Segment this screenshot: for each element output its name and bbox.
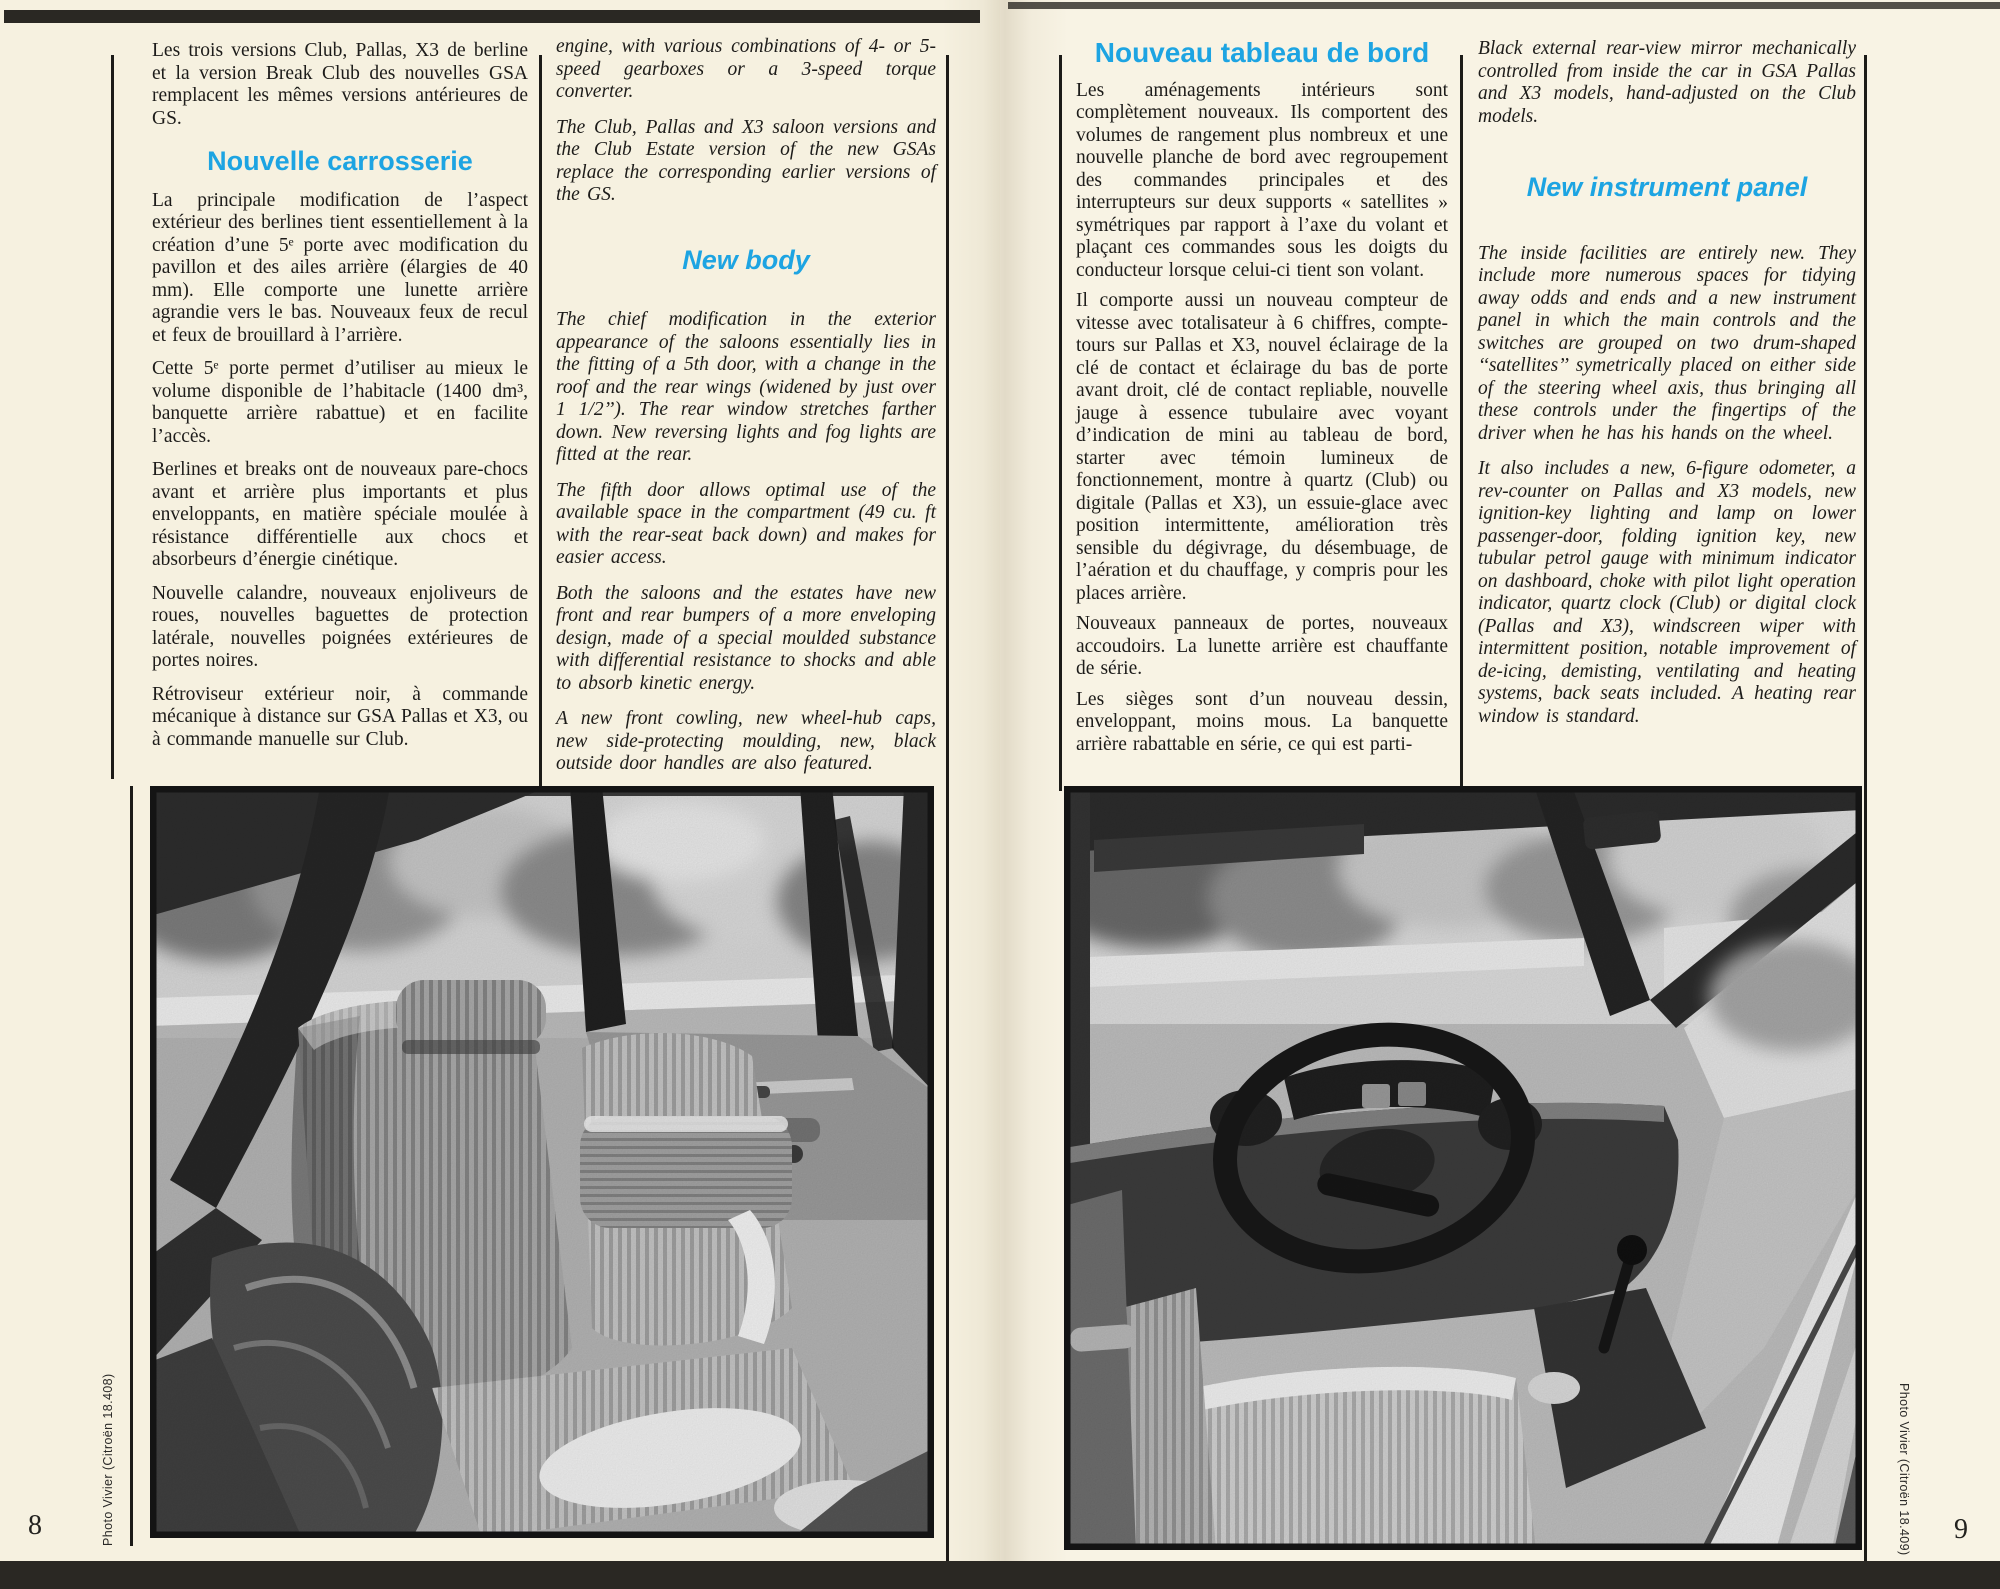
paragraph: A new front cowling, new wheel-hub caps, new side-protecting moulding, new, black outside door handles are also featured. xyxy=(556,708,936,774)
paragraph: Nouvelle calandre, nouveaux enjoliveurs de roues, nouvelles baguettes de protection latérale, nouvelles poignées extérieures de portes noires. xyxy=(152,582,528,671)
right-page-french-column xyxy=(1076,37,1448,764)
paragraph: Il comporte aussi un nouveau compteur de vitesse avec totalisateur à 6 chiffres, compte-tours sur Pallas et X3, nouvel éclairage de la clé de contact et éclairage du bas de porte avant droit, clé de contact repliable, nouvelle jauge à essence tubulaire avec voyant d’indication de mini au tableau de bord, starter avec témoin lumineux de fonctionnement, montre à quartz (Club) ou digitale (Pallas et X3), un essuie-glace avec position intermittente, amélioration très sensible du dégivrage, du désembuage, de l’aération et du chauffage, y compris pour les places arrière. xyxy=(1076,290,1448,604)
column-rule xyxy=(946,55,949,1561)
paragraph: Les aménagements intérieurs sont complètement nouveaux. Ils comportent des volumes de rangement plus nombreux et une nouvelle planche de bord avec regroupement des commandes principales et des interrupteurs sur deux supports « satellites » symétriques par rapport à l’axe du volant et plaçant ces commandes sous les doigts du conducteur lorsque celui-ci tient son volant. xyxy=(1076,79,1448,281)
page-gutter xyxy=(942,0,1068,1589)
paragraph: The Club, Pallas and X3 saloon versions and the Club Estate version of the new GSAs replace the corresponding earlier versions of the GS. xyxy=(556,116,936,205)
heading-new-instrument-panel: New instrument panel xyxy=(1526,172,1808,202)
dashboard-photo xyxy=(1064,786,1862,1550)
heading-new-body: New body xyxy=(682,244,810,275)
column-rule xyxy=(1460,55,1463,791)
left-page-english-column xyxy=(556,36,936,789)
column-rule xyxy=(1059,55,1062,791)
paragraph: Berlines et breaks ont de nouveaux pare-chocs avant et arrière plus importants et plus enveloppants, en matière spéciale moulée à résistance différentielle aux chocs et absorbeurs d’énergie cinétique. xyxy=(152,459,528,570)
top-edge-bar-right xyxy=(1008,2,2000,9)
paragraph: Les trois versions Club, Pallas, X3 de berline et la version Break Club des nouvelles GSA remplacent les mêmes versions antérieures de GS. xyxy=(152,40,528,129)
front-seats-photo xyxy=(150,786,934,1538)
column-rule xyxy=(111,55,114,779)
paragraph: La principale modification de l’aspect extérieur des berlines tient essentiellement à la création d’une 5ᵉ porte avec modification du pavillon et des ailes arrière (élargies de 40 mm). Elle comporte une lunette arrière agrandie vers le bas. Nouveaux feux de recul et feux de brouillard à l’arrière. xyxy=(152,189,528,346)
column-rule xyxy=(130,786,133,1546)
paragraph: Both the saloons and the estates have new front and rear bumpers of a more enveloping design, made of a special moulded substance with differential resistance to shocks and able to absorb kinetic energy. xyxy=(556,582,936,694)
left-page-french-column xyxy=(152,40,528,762)
paragraph: The chief modification in the exterior appearance of the saloons essentially lies in the fitting of a 5th door, with a change in the roof and the rear wings (widened by just over 1 1/2’’). The rear window stretches farther down. New reversing lights and fog lights are fitted at the rear. xyxy=(556,309,936,465)
photo-credit-right: Photo Vivier (Citroën 18.409) xyxy=(1897,1383,1911,1556)
paragraph: Cette 5ᵉ porte permet d’utiliser au mieux le volume disponible de l’habitacle (1400 dm³, banquette arrière rabattue) et en facilite l’accès. xyxy=(152,358,528,447)
page-number-left: 8 xyxy=(28,1510,42,1541)
paragraph: Nouveaux panneaux de portes, nouveaux accoudoirs. La lunette arrière est chauffante de série. xyxy=(1076,613,1448,679)
column-rule xyxy=(1864,55,1867,1561)
paragraph: The fifth door allows optimal use of the available space in the compartment (49 cu. ft with the rear-seat back down) and makes for easier access. xyxy=(556,479,936,568)
column-rule xyxy=(539,55,542,805)
heading-nouvelle-carrosserie: Nouvelle carrosserie xyxy=(207,146,473,176)
top-edge-bar-left xyxy=(4,10,980,23)
paragraph: engine, with various combinations of 4- or 5-speed gearboxes or a 3-speed torque converter. xyxy=(556,36,936,102)
paragraph: Les sièges sont d’un nouveau dessin, enveloppant, moins mous. La banquette arrière rabattable en série, ce qui est parti- xyxy=(1076,688,1448,755)
right-page-english-column xyxy=(1478,38,1856,741)
bottom-edge-bar xyxy=(0,1561,2000,1589)
paragraph: The inside facilities are entirely new. They include more numerous spaces for tidying away odds and ends and a new instrument panel in which the main controls and the switches are grouped on two drum-shaped ‘‘satellites’’ symetrically placed on either side of the steering wheel axis, thus bringing all these controls under the fingertips of the driver when he has his hands on the wheel. xyxy=(1478,242,1856,444)
photo-credit-left: Photo Vivier (Citroën 18.408) xyxy=(101,1373,115,1546)
page-number-right: 9 xyxy=(1954,1514,1968,1545)
heading-nouveau-tableau-de-bord: Nouveau tableau de bord xyxy=(1094,37,1430,68)
paragraph: Rétroviseur extérieur noir, à commande mécanique à distance sur GSA Pallas et X3, ou à commande manuelle sur Club. xyxy=(152,683,528,750)
paragraph: Black external rear-view mirror mechanically controlled from inside the car in GSA Pallas and X3 models, hand-adjusted on the Club models. xyxy=(1478,38,1856,127)
paragraph: It also includes a new, 6-figure odometer, a rev-counter on Pallas and X3 models, new ignition-key lighting and lamp on lower passenger-door, folding ignition key, new tubular petrol gauge with minimum indicator on dashboard, choke with pilot light operation indicator, quartz clock (Club) or digital clock (Pallas and X3), windscreen wiper with intermittent position, notable improvement of de-icing, demisting, ventilating and heating systems, back seats included. A heating rear window is standard. xyxy=(1478,458,1856,727)
